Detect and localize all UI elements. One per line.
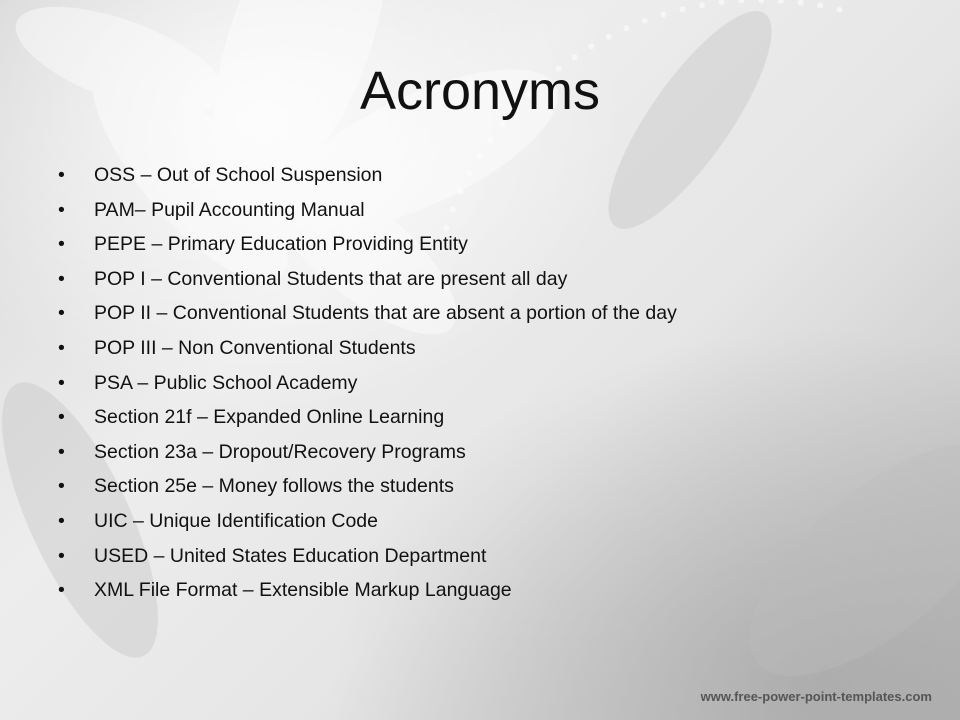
list-item-text: PAM– Pupil Accounting Manual <box>94 198 365 221</box>
list-item <box>58 296 918 331</box>
list-item <box>58 573 918 608</box>
bullet-icon: • <box>58 509 65 532</box>
list-item <box>58 366 918 401</box>
list-item <box>58 539 918 574</box>
list-item-text: UIC – Unique Identification Code <box>94 509 378 532</box>
list-item <box>58 262 918 297</box>
bullet-icon: • <box>58 406 65 429</box>
list-item <box>58 504 918 539</box>
list-item-text: OSS – Out of School Suspension <box>94 164 383 186</box>
list-item-text: POP III – Non Conventional Students <box>94 336 416 359</box>
bullet-icon: • <box>58 336 65 359</box>
bullet-icon: • <box>58 233 65 256</box>
bullet-icon: • <box>58 475 65 498</box>
bullet-icon: • <box>58 371 65 394</box>
bullet-icon: • <box>58 302 65 325</box>
list-item-text: Section 23a – Dropout/Recovery Programs <box>94 440 466 463</box>
list-item <box>58 435 918 470</box>
bullet-icon: • <box>58 544 65 567</box>
slide-title: Acronyms <box>359 61 601 121</box>
list-item <box>58 400 918 435</box>
list-item-text: PSA – Public School Academy <box>94 371 358 394</box>
list-item-text: POP II – Conventional Students that are absent a portion of the day <box>94 302 677 325</box>
list-item <box>58 158 918 193</box>
list-item <box>58 227 918 262</box>
list-item-text: POP I – Conventional Students that are present all day <box>94 267 568 290</box>
list-item <box>58 331 918 366</box>
list-item-text: XML File Format – Extensible Markup Language <box>94 579 512 602</box>
bullet-icon: • <box>58 164 65 186</box>
list-item-text: PEPE – Primary Education Providing Entity <box>94 233 468 256</box>
list-item <box>58 193 918 228</box>
bullet-icon: • <box>58 267 65 290</box>
footer-url: www.free-power-point-templates.com <box>700 689 932 704</box>
list-item-text: Section 25e – Money follows the students <box>94 475 454 498</box>
bullet-icon: • <box>58 440 65 463</box>
list-item-text: Section 21f – Expanded Online Learning <box>94 406 445 429</box>
bullet-icon: • <box>58 579 65 602</box>
acronym-list <box>58 158 918 608</box>
list-item <box>58 469 918 504</box>
list-item-text: USED – United States Education Department <box>94 544 487 567</box>
bullet-icon: • <box>58 198 65 221</box>
